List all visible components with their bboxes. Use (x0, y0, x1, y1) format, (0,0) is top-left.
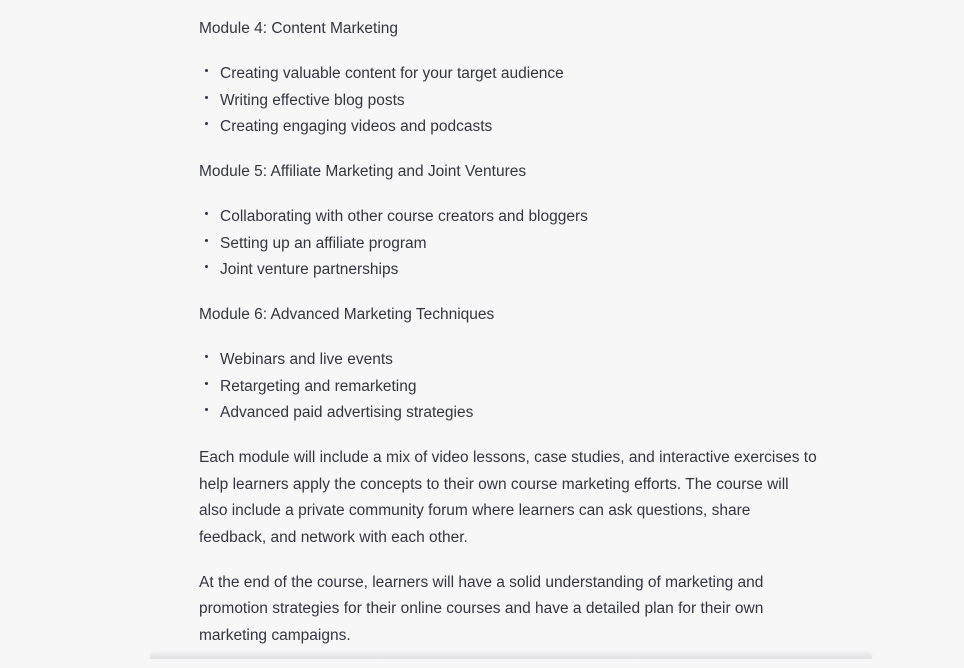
module-4-list (199, 61, 819, 141)
module-5-list (199, 204, 819, 284)
module-6-list (199, 347, 819, 427)
list-item: Joint venture partnerships (199, 257, 819, 284)
list-item: Webinars and live events (199, 347, 819, 374)
list-item: Writing effective blog posts (199, 88, 819, 115)
assistant-message-content (199, 16, 819, 668)
module-4-title: Module 4: Content Marketing (199, 20, 399, 37)
module-5-title: Module 5: Affiliate Marketing and Joint Ventures (199, 163, 527, 180)
conclusion-paragraph: At the end of the course, learners will have a solid understanding of marketing and promotion strategies for their online courses and have a detailed plan for their own marketing campaigns. (199, 573, 764, 644)
summary-paragraph: Each module will include a mix of video lessons, case studies, and interactive exercises to help learners apply the concepts to their own course marketing efforts. The course will also include a private community forum where learners can ask questions, share feedback, and network with each other. (199, 449, 817, 546)
list-item: Collaborating with other course creators and bloggers (199, 204, 819, 231)
list-item: Retargeting and remarketing (199, 374, 819, 401)
list-item: Advanced paid advertising strategies (199, 400, 819, 427)
chat-input-area-edge (150, 653, 872, 659)
list-item: Creating valuable content for your target audience (199, 61, 819, 88)
list-item: Setting up an affiliate program (199, 231, 819, 258)
module-6-title: Module 6: Advanced Marketing Techniques (199, 306, 495, 323)
list-item: Creating engaging videos and podcasts (199, 114, 819, 141)
